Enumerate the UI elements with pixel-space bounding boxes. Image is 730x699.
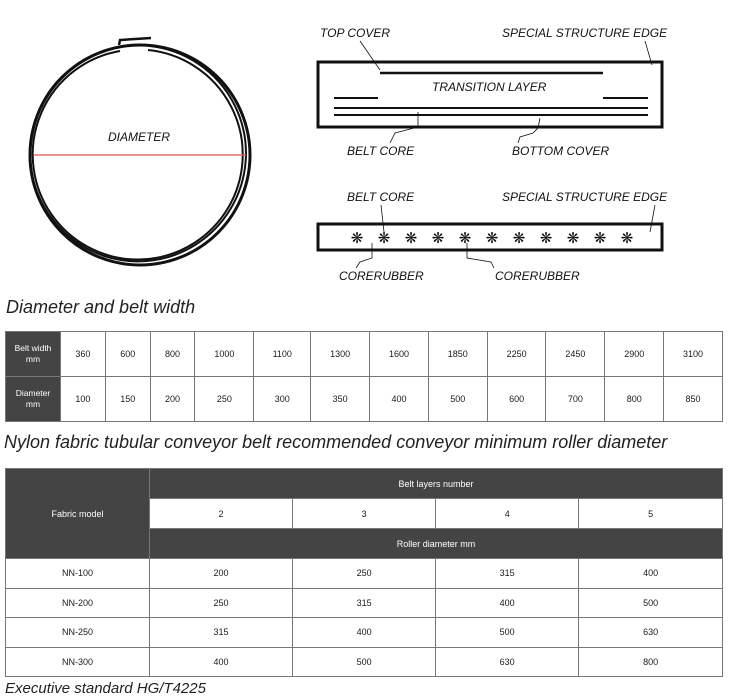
core-cord-icon: ❋	[593, 229, 607, 247]
belt-width-cell: 1850	[428, 332, 487, 377]
core-cord-icon: ❋	[431, 229, 445, 247]
diameter-cell: 350	[311, 377, 370, 422]
roller-diameter-cell: 630	[579, 618, 723, 648]
fabric-model-cell: NN-250	[6, 618, 150, 648]
roller-diameter-cell: 630	[436, 647, 579, 677]
core-cord-icon: ❋	[404, 229, 418, 247]
layers-header-row	[6, 469, 723, 499]
belt-width-cell: 2450	[546, 332, 605, 377]
core-cords	[351, 229, 634, 247]
roller-diameter-header: Roller diameter mm	[150, 529, 723, 559]
corerubber-label-right: CORERUBBER	[495, 269, 580, 283]
layer-number-cell: 4	[436, 499, 579, 529]
roller-diameter-cell: 400	[579, 559, 723, 589]
fabric-model-cell: NN-300	[6, 647, 150, 677]
corerubber-label-left: CORERUBBER	[339, 269, 424, 283]
diameter-cell: 600	[487, 377, 546, 422]
belt-width-cell: 1000	[195, 332, 254, 377]
belt-width-unit: mm	[25, 354, 41, 364]
diameter-cell: 800	[605, 377, 664, 422]
fabric-model-header: Fabric model	[6, 469, 150, 559]
roller-diameter-table	[5, 468, 723, 677]
diameter-header	[6, 377, 61, 422]
diameter-row	[6, 377, 723, 422]
diameter-cell: 100	[61, 377, 106, 422]
belt-core-label-top: BELT CORE	[347, 144, 415, 158]
fabric-model-cell: NN-100	[6, 559, 150, 589]
diameter-belt-width-table	[5, 331, 723, 422]
special-structure-edge-label-bottom: SPECIAL STRUCTURE EDGE	[502, 190, 668, 204]
tubular-belt-ring	[30, 38, 250, 265]
diameter-cell: 300	[254, 377, 311, 422]
diameter-cell: 250	[195, 377, 254, 422]
core-cord-icon: ❋	[512, 229, 526, 247]
diameter-label: DIAMETER	[108, 130, 171, 144]
layers-header: Belt layers number	[150, 469, 723, 499]
table1-heading: Diameter and belt width	[6, 297, 196, 317]
belt-width-cell: 1600	[370, 332, 429, 377]
diameter-cell: 850	[664, 377, 723, 422]
table2-heading: Nylon fabric tubular conveyor belt recommended conveyor minimum roller diameter	[4, 432, 668, 452]
diameter-cell: 500	[428, 377, 487, 422]
core-cord-icon: ❋	[485, 229, 499, 247]
diameter-cell: 700	[546, 377, 605, 422]
fabric-row	[6, 618, 723, 648]
diameter-cell: 200	[150, 377, 195, 422]
core-cord-icon: ❋	[539, 229, 553, 247]
transition-layer-label: TRANSITION LAYER	[432, 80, 547, 94]
belt-width-row	[6, 332, 723, 377]
core-cord-icon: ❋	[620, 229, 634, 247]
roller-diameter-cell: 200	[150, 559, 293, 589]
roller-diameter-cell: 500	[579, 588, 723, 618]
core-cord-icon: ❋	[350, 229, 364, 247]
roller-diameter-cell: 500	[436, 618, 579, 648]
roller-diameter-cell: 315	[293, 588, 436, 618]
layer-number-cell: 3	[293, 499, 436, 529]
core-cord-icon: ❋	[458, 229, 472, 247]
fabric-row	[6, 647, 723, 677]
fabric-model-cell: NN-200	[6, 588, 150, 618]
roller-diameter-cell: 500	[293, 647, 436, 677]
core-cord-icon: ❋	[566, 229, 580, 247]
roller-diameter-cell: 250	[150, 588, 293, 618]
belt-width-cell: 3100	[664, 332, 723, 377]
diameter-cell: 150	[105, 377, 150, 422]
fabric-row	[6, 559, 723, 589]
belt-width-cell: 1100	[254, 332, 311, 377]
belt-width-header	[6, 332, 61, 377]
roller-diameter-cell: 400	[150, 647, 293, 677]
belt-width-cell: 2250	[487, 332, 546, 377]
special-structure-edge-label-top: SPECIAL STRUCTURE EDGE	[502, 26, 668, 40]
roller-diameter-cell: 315	[436, 559, 579, 589]
roller-diameter-cell: 250	[293, 559, 436, 589]
diameter-unit: mm	[25, 399, 41, 409]
belt-width-header-text: Belt width	[14, 343, 52, 353]
belt-width-cell: 2900	[605, 332, 664, 377]
diameter-header-text: Diameter	[15, 388, 51, 398]
belt-core-label-bottom: BELT CORE	[347, 190, 415, 204]
top-cover-label: TOP COVER	[320, 26, 391, 40]
core-cord-icon: ❋	[377, 229, 391, 247]
belt-cross-section-bottom	[318, 205, 662, 268]
roller-diameter-cell: 400	[436, 588, 579, 618]
belt-width-cell: 360	[61, 332, 106, 377]
diameter-cell: 400	[370, 377, 429, 422]
layer-number-cell: 5	[579, 499, 723, 529]
roller-diameter-cell: 400	[293, 618, 436, 648]
bottom-cover-label: BOTTOM COVER	[512, 144, 610, 158]
belt-width-cell: 600	[105, 332, 150, 377]
executive-standard-footer: Executive standard HG/T4225	[5, 680, 206, 697]
roller-diameter-cell: 800	[579, 647, 723, 677]
layer-number-cell: 2	[150, 499, 293, 529]
fabric-row	[6, 588, 723, 618]
belt-width-cell: 800	[150, 332, 195, 377]
belt-width-cell: 1300	[311, 332, 370, 377]
roller-diameter-cell: 315	[150, 618, 293, 648]
